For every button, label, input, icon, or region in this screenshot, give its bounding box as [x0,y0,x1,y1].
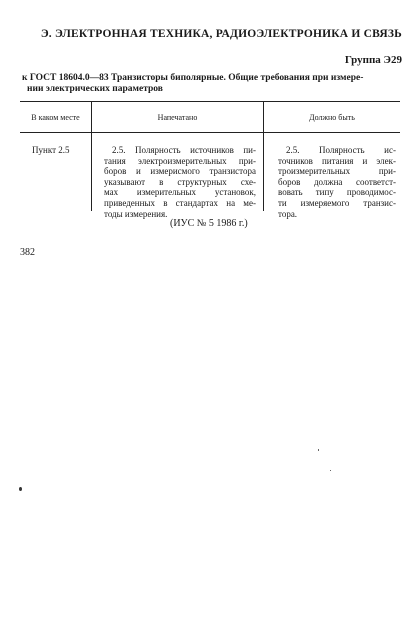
table-header-rule [20,132,400,133]
printed-line: тоды измерения. [104,208,168,219]
gost-title [22,73,402,95]
row-printed-cell [104,145,256,219]
gost-title-line-2: нии электрических параметров [27,84,163,94]
printed-line: 2.5. Полярность источников пи- [112,145,256,155]
printed-line: указывают в структурных схе- [104,176,256,187]
errata-table [20,101,400,231]
print-speck [19,487,22,491]
column-header-printed: Напечатано [157,113,198,122]
column-header-place: В каком месте [31,113,80,122]
izu-reference: (ИУС № 5 1986 г.) [170,218,248,229]
print-speck [330,470,331,471]
should-be-line: боров должна соответст- [278,176,396,187]
row-should-be-cell [278,145,396,219]
table-top-rule [20,101,400,102]
should-be-line: точников питания и элек- [278,155,396,166]
printed-line: мах измерительных установок, [104,187,256,198]
printed-line: тания электроизмерительных при- [104,155,256,166]
group-label: Группа Э29 [344,54,402,66]
should-be-line: ти измеряемого транзис- [278,197,396,208]
page-number: 382 [20,247,35,258]
printed-line: боров и измерисмого транзистора [104,166,256,177]
should-be-line: троизмерительных при- [278,166,396,177]
column-header-should-be: Должно быть [309,113,355,122]
section-title: Э. ЭЛЕКТРОННАЯ ТЕХНИКА, РАДИОЭЛЕКТРОНИКА И СВЯЗЬ [40,28,402,40]
print-speck [318,449,319,451]
should-be-line: 2.5. Полярность ис- [286,145,396,155]
printed-line: приведенных в стандартах на ме- [104,197,256,208]
row-place-cell: Пункт 2.5 [32,145,70,155]
should-be-line: вовать типу проводимос- [278,187,396,198]
gost-title-line-1: к ГОСТ 18604.0—83 Транзисторы биполярные. Общие требования при измере- [22,73,364,83]
should-be-line: тора. [278,208,298,219]
